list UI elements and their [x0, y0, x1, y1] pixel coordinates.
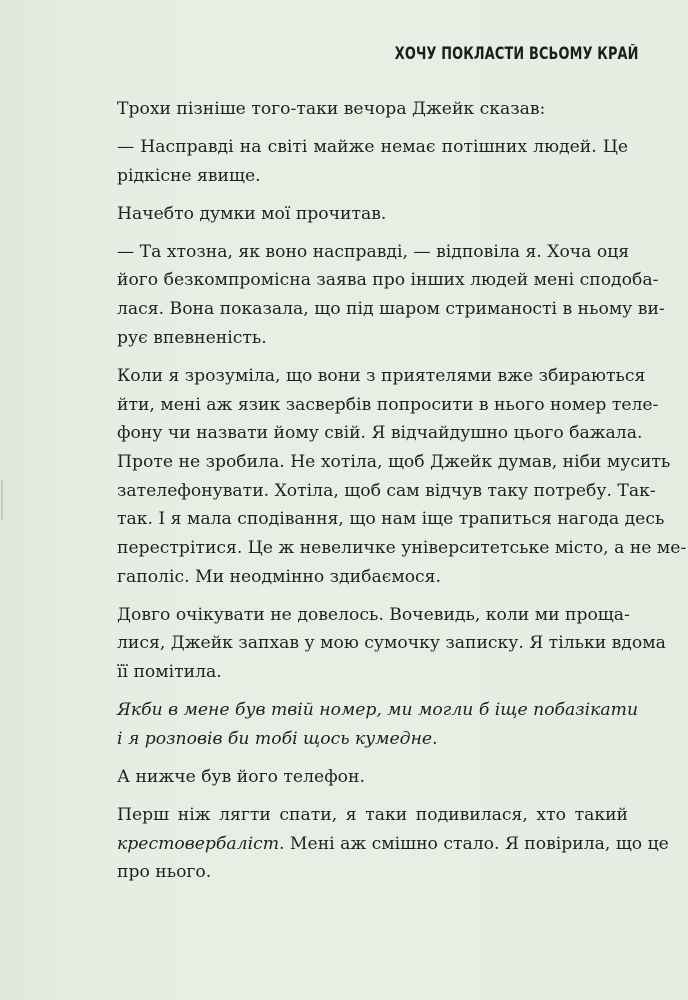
text-line: — Та хтозна, як воно насправді, — відповіла я. Хоча оця: [117, 241, 630, 262]
text-line: лися, Джейк запхав у мою сумочку записку. Я тільки вдома: [117, 633, 666, 654]
text-line: Трохи пізніше того-таки вечора Джейк сказав:: [117, 99, 546, 119]
text-line: про нього.: [117, 862, 212, 883]
note-paragraph: [117, 696, 639, 753]
text-line: перестрітися. Це ж невеличке університетське місто, а не ме-: [117, 538, 687, 559]
text-line: А нижче був його телефон.: [117, 766, 365, 787]
text-line: Перш ніж лягти спати, я таки подивилася, хто такий: [117, 804, 628, 825]
paragraph: [117, 763, 628, 792]
text-line: гаполіс. Ми неодмінно здибаємося.: [117, 566, 441, 587]
text-line: рідкісне явище.: [117, 165, 261, 186]
text-line: її помітила.: [117, 662, 222, 683]
body-text: [117, 95, 687, 896]
text-line: рує впевненість.: [117, 327, 267, 348]
running-head: ХОЧУ ПОКЛАСТИ ВСЬОМУ КРАЙ: [395, 44, 639, 63]
text-line: — Насправді на світі майже немає потішних людей. Це: [117, 137, 628, 157]
paragraph: [117, 238, 665, 353]
text-line: йти, мені аж язик засвербів попросити в нього номер теле-: [117, 394, 659, 415]
text-line-with-italic: крестовербаліст. Мені аж смішно стало. Я повірила, що це: [117, 833, 669, 854]
text-line: Якби в мене був твій номер, ми могли б іще побазікати: [117, 700, 639, 721]
text-line: і я розповів би тобі щось кумедне.: [117, 728, 438, 749]
paragraph: [117, 133, 628, 190]
text-line: Коли я зрозуміла, що вони з приятелями вже збираються: [117, 365, 646, 386]
page-gutter-shadow: [1, 480, 3, 520]
text-line: Начебто думки мої прочитав.: [117, 203, 387, 224]
text-line: фону чи назвати йому свій. Я відчайдушно цього бажала.: [117, 423, 643, 444]
paragraph: [117, 200, 628, 229]
text-line: лася. Вона показала, що під шаром стриманості в ньому ви-: [117, 299, 665, 320]
text-line: Проте не зробила. Не хотіла, щоб Джейк думав, ніби мусить: [117, 451, 671, 472]
paragraph: [117, 601, 666, 687]
text-line: зателефонувати. Хотіла, щоб сам відчув таку потребу. Так-: [117, 480, 656, 501]
paragraph: [117, 95, 628, 124]
paragraph: [117, 801, 669, 887]
text-line: його безкомпромісна заява про інших людей мені сподоба-: [117, 270, 659, 291]
text-line: Довго очікувати не довелось. Вочевидь, коли ми проща-: [117, 604, 630, 625]
italic-word: крестовербаліст: [117, 833, 279, 854]
text-line: так. І я мала сподівання, що нам іще трапиться нагода десь: [117, 509, 665, 530]
paragraph: [117, 362, 687, 592]
